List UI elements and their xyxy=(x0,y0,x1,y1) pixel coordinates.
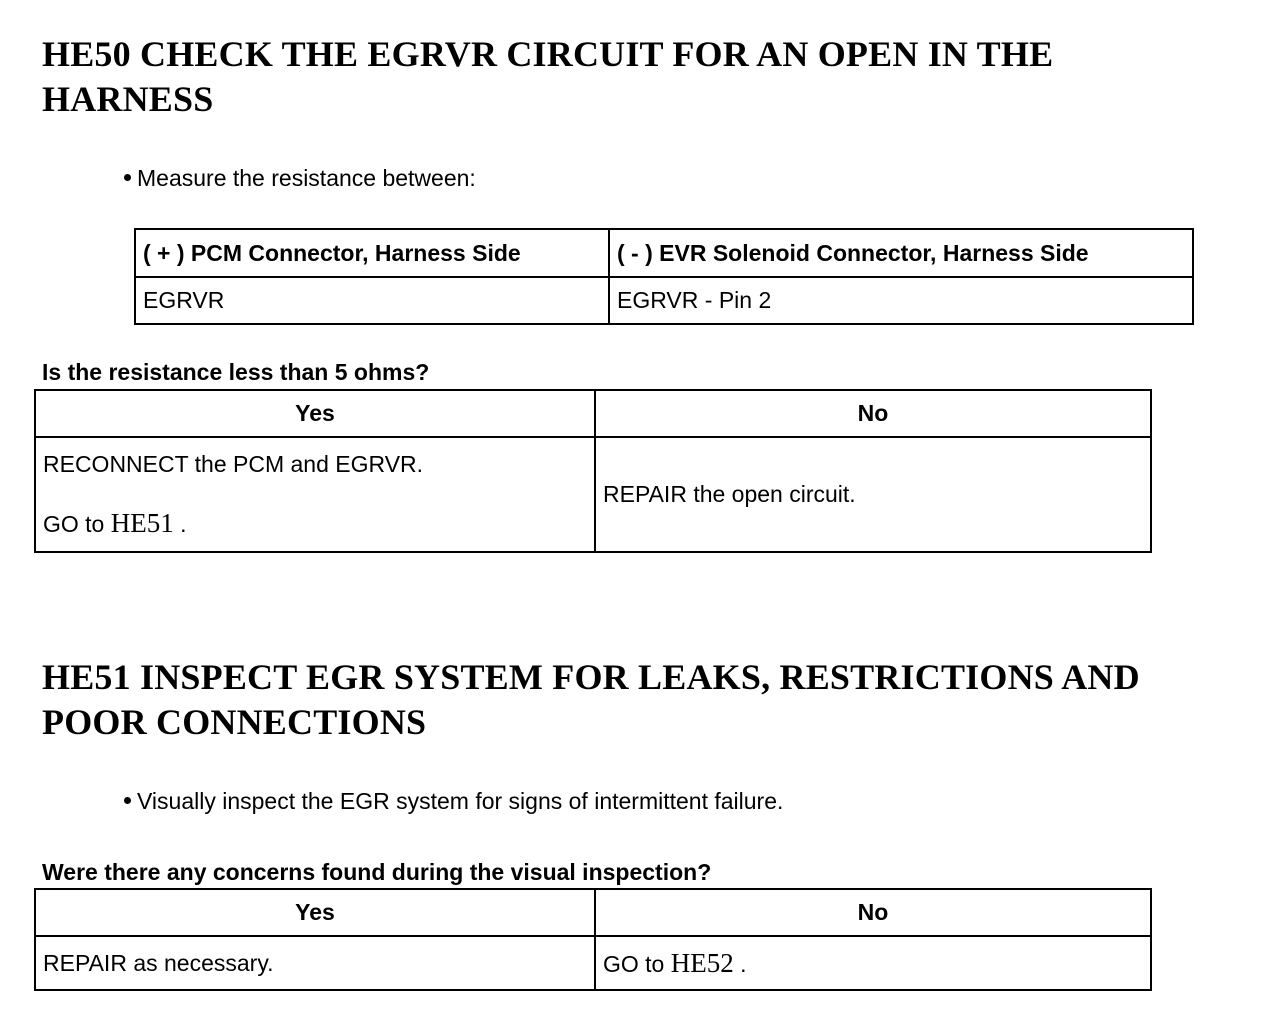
section-heading-he51: HE51 INSPECT EGR SYSTEM FOR LEAKS, RESTRICTIONS AND POOR CONNECTIONS xyxy=(42,657,1140,742)
table-header-row xyxy=(35,889,1151,936)
table-row xyxy=(35,936,1151,990)
table-header-cell: ( - ) EVR Solenoid Connector, Harness Side xyxy=(609,229,1193,277)
instruction-text: Measure the resistance between: xyxy=(137,165,476,191)
table-row xyxy=(135,277,1193,324)
no-cell xyxy=(595,437,1151,552)
instruction-text: Visually inspect the EGR system for signs of intermittent failure. xyxy=(137,788,784,814)
yes-no-table xyxy=(34,389,1152,553)
section-heading-he50: HE50 CHECK THE EGRVR CIRCUIT FOR AN OPEN IN THE HARNESS xyxy=(42,34,1054,119)
yes-action-text: REPAIR as necessary. xyxy=(43,949,274,976)
table-header-cell: ( + ) PCM Connector, Harness Side xyxy=(135,229,609,277)
step-link-he52[interactable]: HE52 xyxy=(670,947,734,978)
bullet-icon xyxy=(124,797,131,804)
yes-action-text: RECONNECT the PCM and EGRVR. xyxy=(43,450,424,477)
goto-instruction: GO to HE52 . xyxy=(603,947,747,978)
table-header-row xyxy=(35,390,1151,437)
table-cell: EGRVR - Pin 2 xyxy=(609,277,1193,324)
step-link-he51[interactable]: HE51 xyxy=(110,507,174,538)
goto-instruction: GO to HE51 . xyxy=(43,507,187,538)
no-header: No xyxy=(595,889,1151,936)
yes-header: Yes xyxy=(35,889,595,936)
question-text: Is the resistance less than 5 ohms? xyxy=(42,359,430,385)
instruction-bullet xyxy=(124,786,783,816)
no-cell xyxy=(595,936,1151,990)
measurement-table xyxy=(134,228,1194,325)
yes-cell xyxy=(35,437,595,552)
bullet-icon xyxy=(124,174,131,181)
yes-cell xyxy=(35,936,595,990)
instruction-bullet xyxy=(124,163,476,193)
no-header: No xyxy=(595,390,1151,437)
question-text: Were there any concerns found during the visual inspection? xyxy=(42,859,712,885)
table-row xyxy=(35,437,1151,552)
no-action-text: REPAIR the open circuit. xyxy=(603,481,856,507)
table-header-row xyxy=(135,229,1193,277)
yes-header: Yes xyxy=(35,390,595,437)
yes-no-table xyxy=(34,888,1152,991)
table-cell: EGRVR xyxy=(135,277,609,324)
